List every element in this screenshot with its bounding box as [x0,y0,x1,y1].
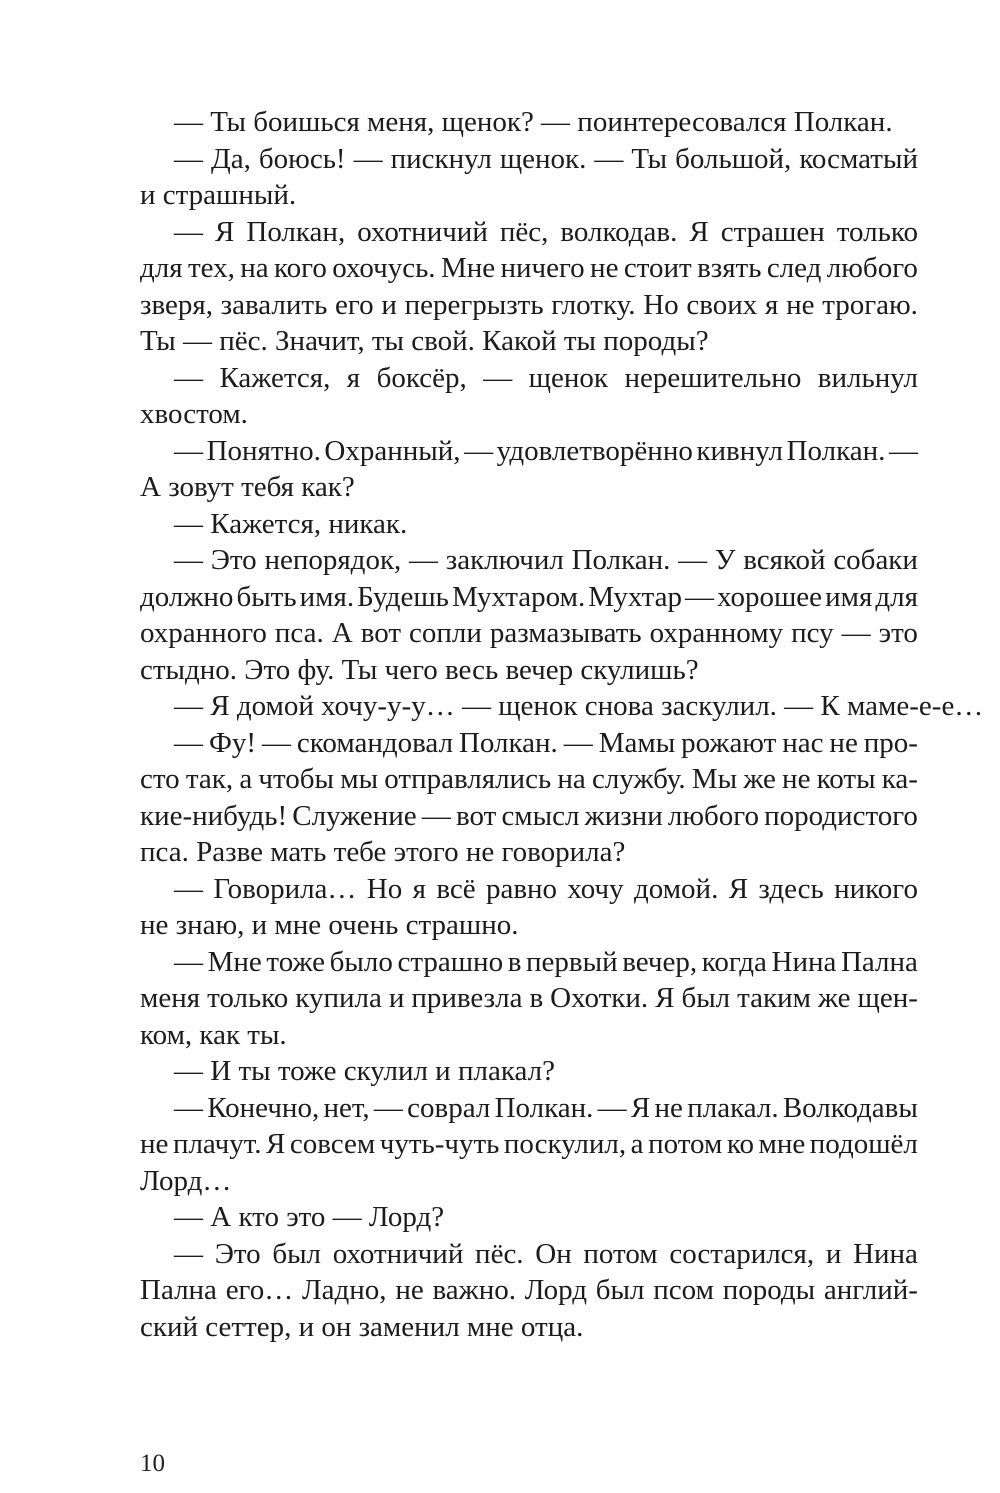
text-line: — Ты боишься меня, щенок? — поинтересовался Полкан. [174,106,893,138]
text-line: должно быть имя. Будешь Мухтаром. Мухтар — хорошее имя для [140,580,918,613]
text-line: — Я Полкан, охотничий пёс, волкодав. Я страшен только [174,215,918,248]
text-line: — Кажется, никак. [174,507,408,540]
text-line: — Понятно. Охранный, — удовлетворённо кивнул Полкан. — [174,434,918,467]
text-line: — Конечно, нет, — соврал Полкан. — Я не плакал. Волкодавы [174,1091,918,1124]
text-line: кие-нибудь! Служение — вот смысл жизни любого породистого [140,799,918,832]
text-line: А зовут тебя как? [140,471,355,503]
text-line: — И ты тоже скулил и плакал? [174,1055,555,1087]
text-line: охранного пса. А вот сопли размазывать охранному псу — это [140,617,918,649]
text-line: — Это непорядок, — заключил Полкан. — У всякой собаки [174,544,918,576]
page-number: 10 [140,1450,165,1477]
text-line: — Фу! — скомандовал Полкан. — Мамы рожают нас не про- [174,726,918,759]
text-line: хвостом. [140,398,248,430]
text-line: — Кажется, я боксёр, — щенок нерешительно вильнул [174,361,918,394]
text-line: стыдно. Это фу. Ты чего весь вечер скулишь? [140,653,699,686]
text-line: не плачут. Я совсем чуть-чуть поскулил, а потом ко мне подошёл [140,1128,918,1160]
text-line: — Мне тоже было страшно в первый вечер, когда Нина Пална [174,945,918,978]
text-line: пса. Разве мать тебе этого не говорила? [140,836,626,868]
body-text [140,104,984,1345]
text-line: для тех, на кого охочусь. Мне ничего не стоит взять след любого [140,252,918,284]
text-line: ский сеттер, и он заменил мне отца. [140,1310,584,1343]
text-line: — А кто это — Лорд? [174,1201,445,1233]
text-line: Лорд… [140,1164,232,1197]
text-line: и страшный. [140,179,297,211]
text-line: — Я домой хочу-у-у… — щенок снова заскулил. — К маме-е-е… [174,690,984,722]
text-line: — Говорила… Но я всё равно хочу домой. Я здесь никого [174,872,918,905]
text-line: ком, как ты. [140,1018,287,1051]
text-line: — Да, боюсь! — пискнул щенок. — Ты большой, косматый [174,142,918,175]
text-line: — Это был охотничий пёс. Он потом состарился, и Нина [174,1237,918,1270]
text-line: Ты — пёс. Значит, ты свой. Какой ты породы? [140,325,709,357]
text-line: сто так, а чтобы мы отправлялись на службу. Мы же не коты ка- [140,763,918,795]
text-line: зверя, завалить его и перегрызть глотку. Но своих я не трогаю. [140,288,918,321]
text-line: не знаю, и мне очень страшно. [140,909,519,941]
text-line: Пална его… Ладно, не важно. Лорд был псом породы англий- [140,1274,918,1306]
text-line: меня только купила и привезла в Охотки. Я был таким же щен- [140,982,918,1014]
